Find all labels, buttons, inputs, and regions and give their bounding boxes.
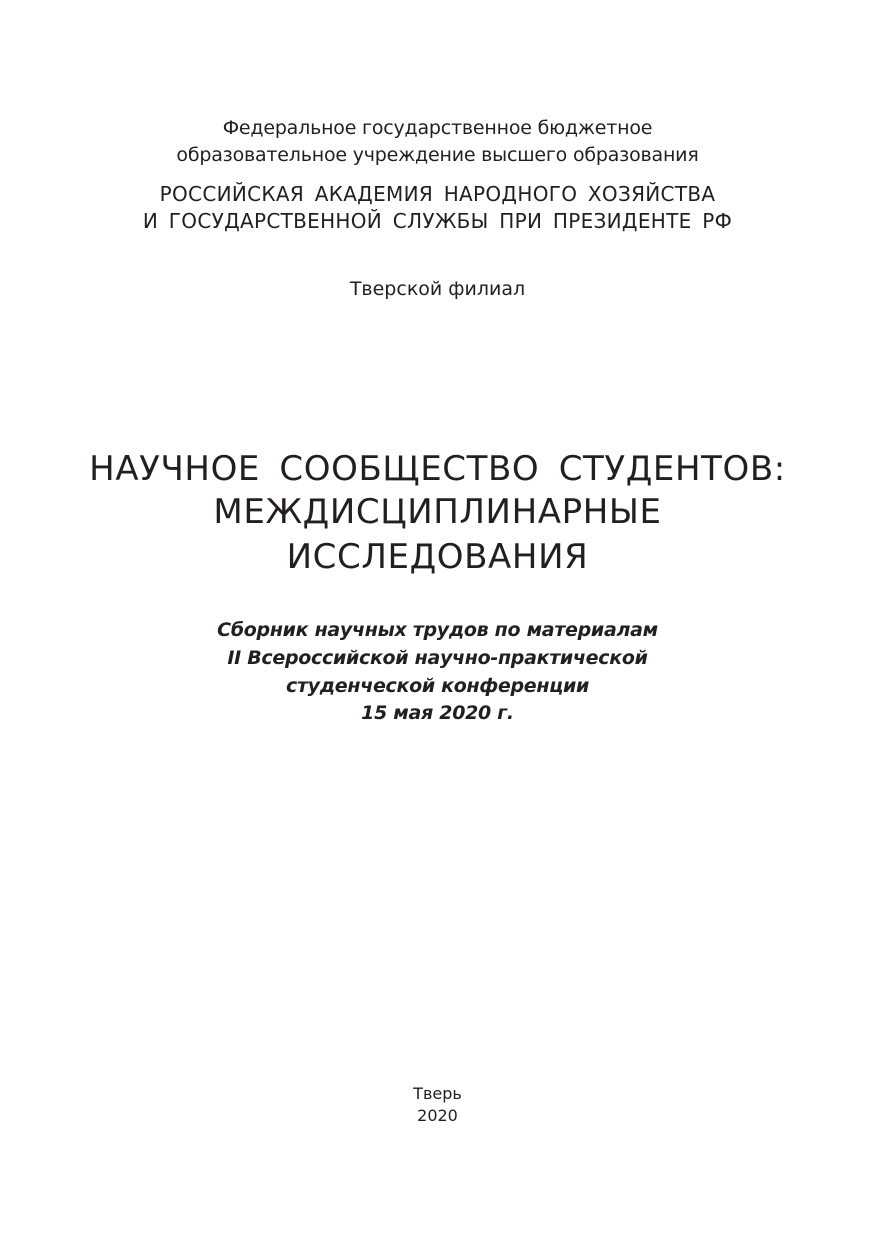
institution-type-line-1: Федеральное государственное бюджетное bbox=[222, 117, 653, 139]
document-title-line-3: ИССЛЕДОВАНИЯ bbox=[286, 537, 589, 577]
branch-name: Тверской филиал bbox=[349, 278, 526, 300]
publication-city: Тверь bbox=[413, 1084, 462, 1103]
institution-type-line-2: образовательное учреждение высшего образования bbox=[176, 144, 699, 166]
collection-description-line-3: студенческой конференции bbox=[285, 675, 590, 697]
publication-year: 2020 bbox=[417, 1106, 458, 1125]
academy-name-line-2: И ГОСУДАРСТВЕННОЙ СЛУЖБЫ ПРИ ПРЕЗИДЕНТЕ РФ bbox=[142, 209, 733, 233]
collection-description-line-2: II Всероссийской научно-практической bbox=[227, 647, 648, 669]
document-title-line-2: МЕЖДИСЦИПЛИНАРНЫЕ bbox=[213, 492, 662, 532]
document-title-line-1: НАУЧНОЕ СООБЩЕСТВО СТУДЕНТОВ: bbox=[89, 449, 786, 489]
collection-description-line-1: Сборник научных трудов по материалам bbox=[217, 619, 658, 641]
academy-name-line-1: РОССИЙСКАЯ АКАДЕМИЯ НАРОДНОГО ХОЗЯЙСТВА bbox=[159, 182, 716, 206]
conference-date: 15 мая 2020 г. bbox=[361, 702, 514, 724]
